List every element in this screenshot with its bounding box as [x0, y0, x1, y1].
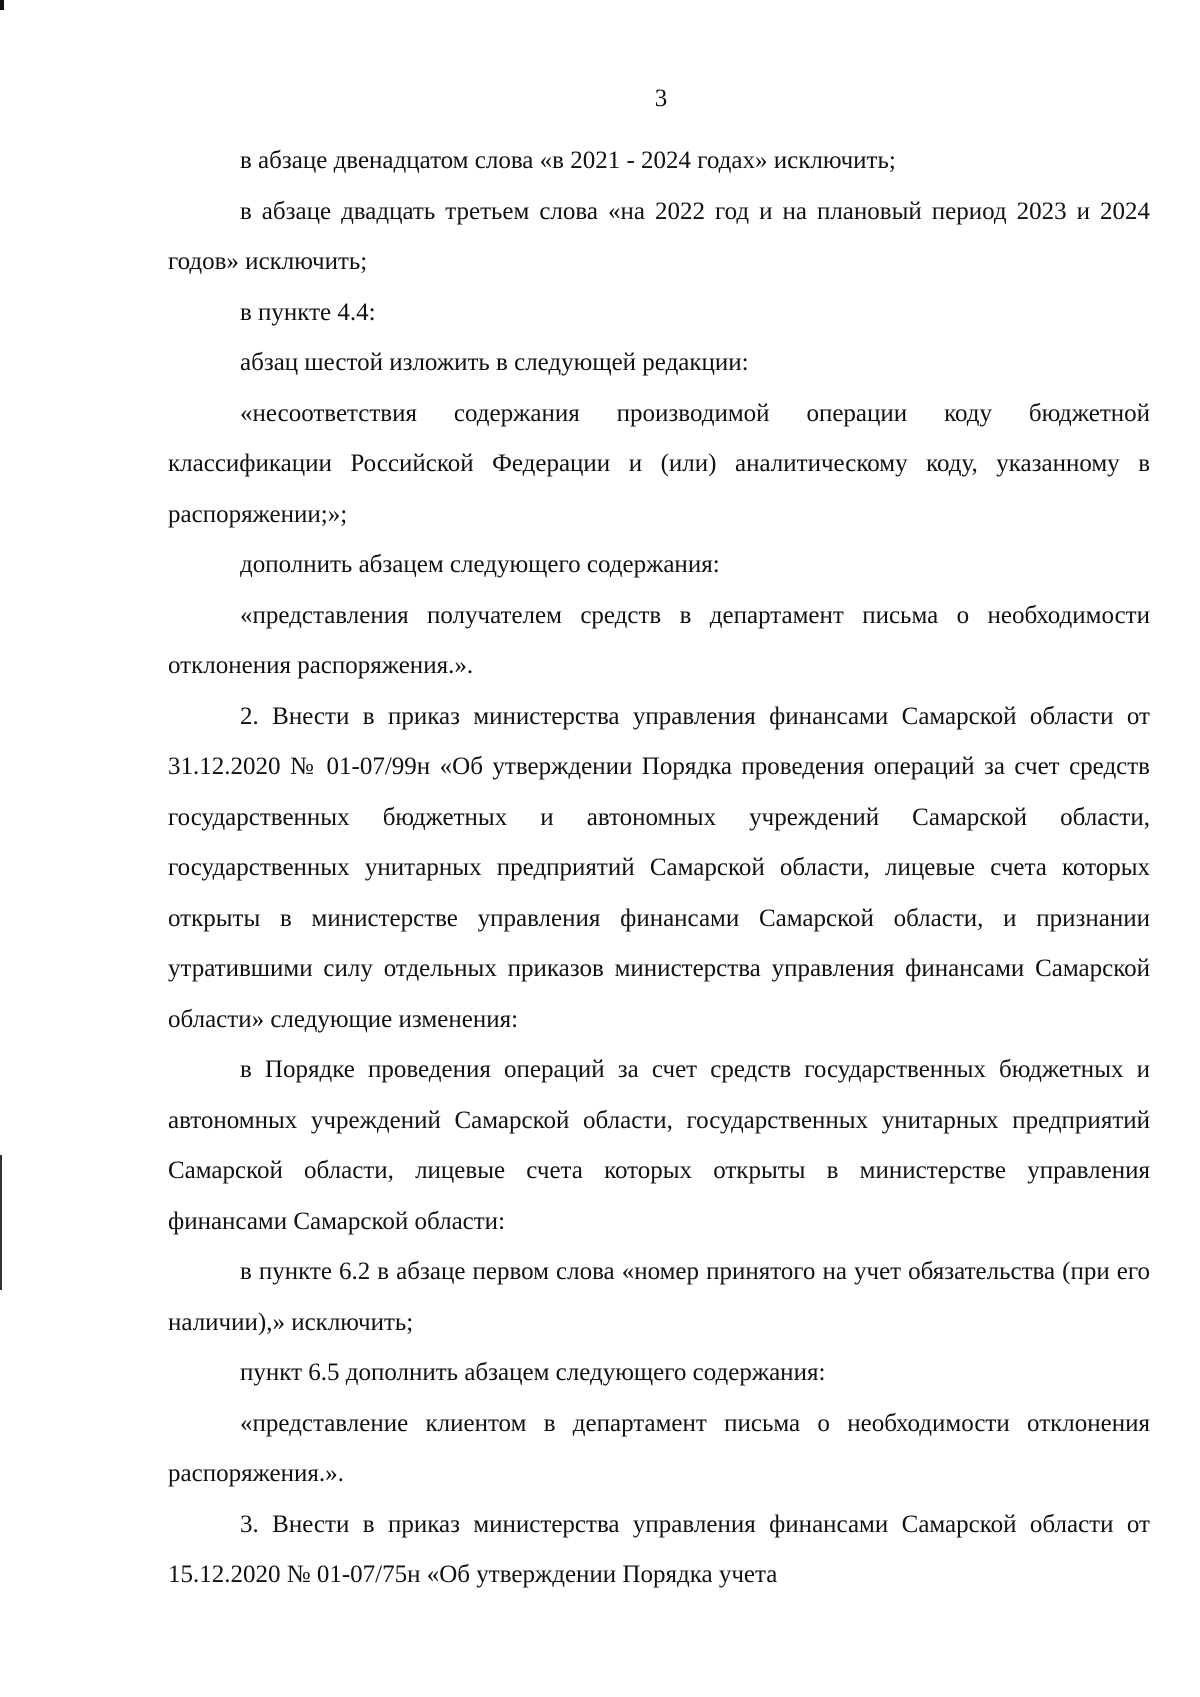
paragraph: 3. Внести в приказ министерства управления финансами Самарской области от 15.12.2020 № 01-07/75н «Об утверждении Порядка учета	[168, 1510, 1150, 1588]
paragraph: в абзаце двенадцатом слова «в 2021 - 2024 годах» исключить;	[240, 147, 896, 174]
paragraph: в пункте 6.2 в абзаце первом слова «номер принятого на учет обязательства (при его наличии),» исключить;	[168, 1258, 1150, 1336]
scan-edge-bar	[0, 1155, 2, 1290]
paragraph: «представление клиентом в департамент письма о необходимости отклонения распоряжения.».	[168, 1409, 1150, 1487]
paragraph: в пункте 4.4:	[240, 298, 376, 326]
paragraph: «несоответствия содержания производимой операции коду бюджетной классификации Российской Федерации и (или) аналитическому коду, указанному в распоряжении;»;	[168, 399, 1150, 528]
paragraph: пункт 6.5 дополнить абзацем следующего содержания:	[240, 1359, 826, 1386]
paragraph: дополнить абзацем следующего содержания:	[240, 551, 720, 578]
paragraph: 2. Внести в приказ министерства управления финансами Самарской области от 31.12.2020 № 01-07/99н «Об утверждении Порядка проведения операций за счет средств государственных бюджетных и автономных учреждений Самарской области, государственных унитарных предприятий Самарской области, лицевые счета которых открыты в министерстве управления финансами Самарской области, и признании утратившими силу отдельных приказов министерства управления финансами Самарской области» следующие изменения:	[168, 702, 1150, 1033]
paragraph: абзац шестой изложить в следующей редакции:	[240, 349, 749, 376]
page-number: 3	[654, 85, 668, 112]
document-body	[168, 136, 1150, 1601]
scan-edge-mark	[0, 0, 4, 10]
paragraph: в Порядке проведения операций за счет средств государственных бюджетных и автономных учреждений Самарской области, государственных унитарных предприятий Самарской области, лицевые счета которых открыты в министерстве управления финансами Самарской области:	[168, 1056, 1150, 1235]
paragraph: в абзаце двадцать третьем слова «на 2022 год и на плановый период 2023 и 2024 годов» исключить;	[168, 197, 1150, 275]
paragraph: «представления получателем средств в департамент письма о необходимости отклонения распоряжения.».	[168, 601, 1150, 679]
